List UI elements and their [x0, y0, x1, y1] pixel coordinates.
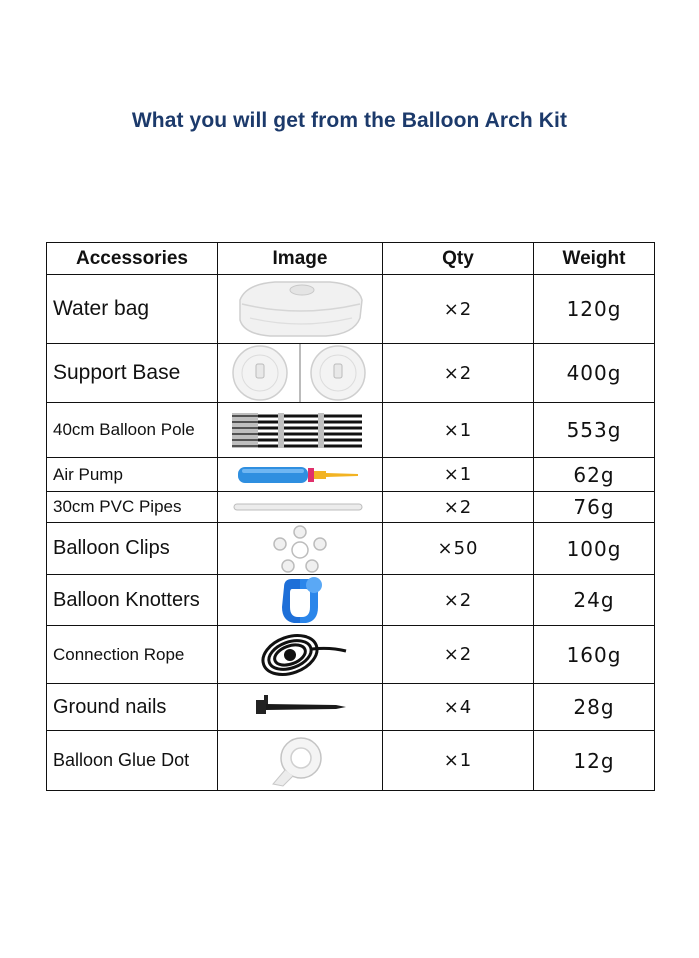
pvc-pipe-icon	[230, 497, 370, 517]
support-base-icon	[220, 344, 380, 402]
item-weight: 553g	[534, 403, 655, 458]
item-weight: 12g	[534, 731, 655, 791]
item-image	[218, 575, 383, 626]
item-qty: ×1	[383, 403, 534, 458]
table-row	[47, 403, 655, 458]
table-row	[47, 575, 655, 626]
item-image	[218, 458, 383, 492]
item-image	[218, 626, 383, 684]
item-qty: ×2	[383, 575, 534, 626]
water-bag-icon	[230, 278, 370, 340]
item-name: Balloon Knotters	[47, 575, 218, 626]
table-row	[47, 731, 655, 791]
item-qty: ×50	[383, 523, 534, 575]
item-weight: 62g	[534, 458, 655, 492]
item-qty: ×2	[383, 626, 534, 684]
table-row	[47, 492, 655, 523]
item-weight: 160g	[534, 626, 655, 684]
item-qty: ×2	[383, 344, 534, 403]
glue-dot-icon	[265, 734, 335, 788]
item-name: Support Base	[47, 344, 218, 403]
table-row	[47, 684, 655, 731]
balloon-pole-icon	[230, 410, 370, 450]
item-image	[218, 523, 383, 575]
header-qty: Qty	[383, 243, 534, 275]
header-accessories: Accessories	[47, 243, 218, 275]
item-name: Air Pump	[47, 458, 218, 492]
item-image	[218, 275, 383, 344]
balloon-clip-icon	[270, 524, 330, 574]
table-row	[47, 523, 655, 575]
item-image	[218, 684, 383, 731]
ground-nail-icon	[250, 692, 350, 722]
item-name: 30cm PVC Pipes	[47, 492, 218, 523]
item-qty: ×2	[383, 275, 534, 344]
table-row	[47, 626, 655, 684]
item-weight: 24g	[534, 575, 655, 626]
page-title: What you will get from the Balloon Arch Kit	[131, 109, 568, 132]
item-name: Balloon Clips	[47, 523, 218, 575]
item-weight: 120g	[534, 275, 655, 344]
item-weight: 100g	[534, 523, 655, 575]
table-row	[47, 458, 655, 492]
kit-contents-table	[46, 242, 655, 791]
item-image	[218, 403, 383, 458]
air-pump-icon	[230, 462, 370, 488]
item-image	[218, 344, 383, 403]
item-name: Connection Rope	[47, 626, 218, 684]
item-weight: 400g	[534, 344, 655, 403]
item-name: 40cm Balloon Pole	[47, 403, 218, 458]
rope-icon	[250, 629, 350, 681]
table-row	[47, 344, 655, 403]
item-weight: 76g	[534, 492, 655, 523]
header-weight: Weight	[534, 243, 655, 275]
item-qty: ×2	[383, 492, 534, 523]
item-weight: 28g	[534, 684, 655, 731]
item-qty: ×1	[383, 731, 534, 791]
item-qty: ×4	[383, 684, 534, 731]
table-header-row	[47, 243, 655, 275]
header-image: Image	[218, 243, 383, 275]
table-row	[47, 275, 655, 344]
item-name: Water bag	[47, 275, 218, 344]
item-qty: ×1	[383, 458, 534, 492]
balloon-knotter-icon	[270, 577, 330, 623]
item-image	[218, 492, 383, 523]
item-name: Balloon Glue Dot	[47, 731, 218, 791]
item-name: Ground nails	[47, 684, 218, 731]
item-image	[218, 731, 383, 791]
